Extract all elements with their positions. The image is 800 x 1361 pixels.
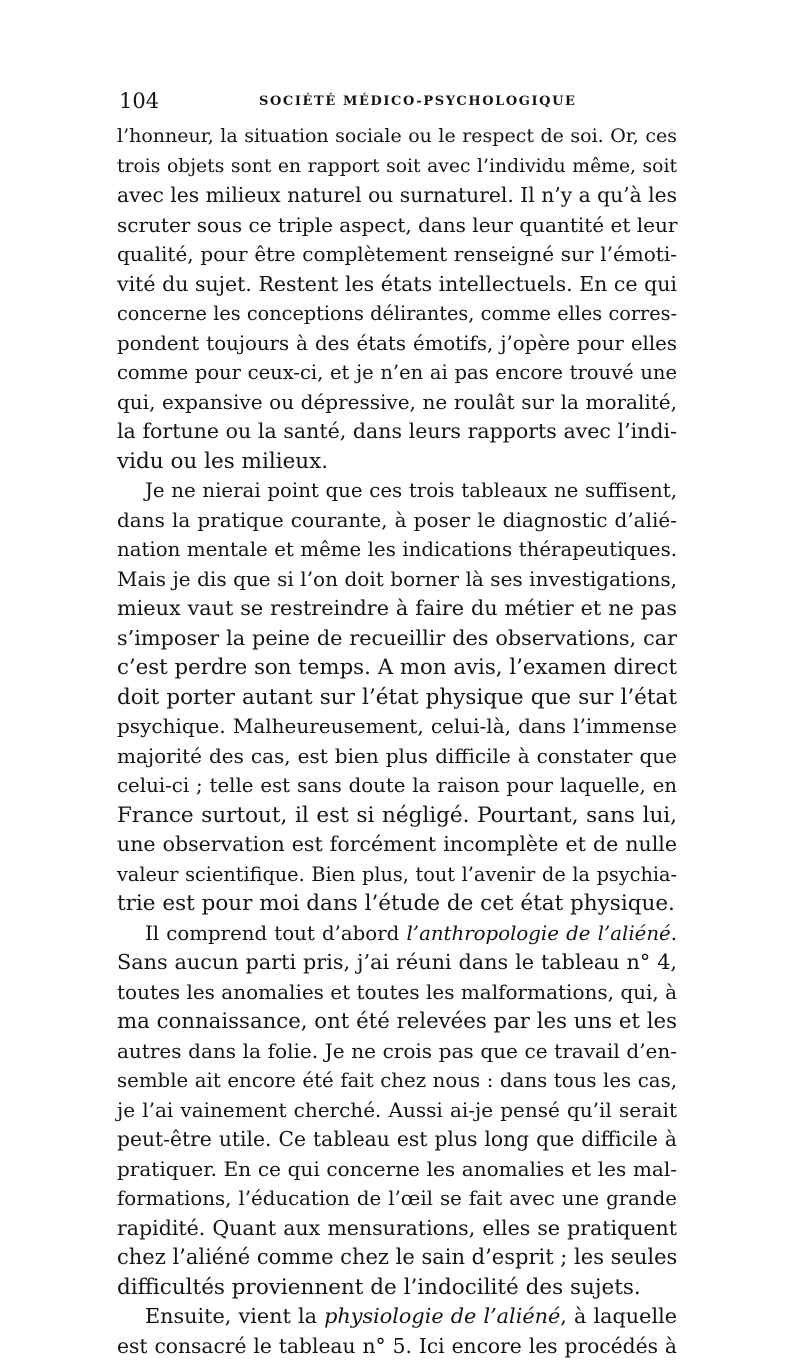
text-line: scruter sous ce triple aspect, dans leur quantité et leur (117, 211, 677, 241)
text-line: semble ait encore été fait chez nous : dans tous les cas, (117, 1066, 677, 1096)
text-line: nation mentale et même les indications thérapeutiques. (117, 535, 677, 565)
text-line: autres dans la folie. Je ne crois pas que ce travail d’en- (117, 1037, 677, 1067)
text-line: chez l’aliéné comme chez le sain d’esprit ; les seules (117, 1243, 677, 1273)
text-line: vidu ou les milieux. (117, 447, 677, 477)
italic-term: l’anthropologie de l’aliéné (406, 922, 670, 945)
text-line: Sans aucun parti pris, j’ai réuni dans le tableau n° 4, (117, 948, 677, 978)
text-line: je l’ai vainement cherché. Aussi ai-je pensé qu’il serait (117, 1096, 677, 1126)
text-line: toutes les anomalies et toutes les malformations, qui, à (117, 978, 677, 1008)
text-line: ma connaissance, ont été relevées par les uns et les (117, 1007, 677, 1037)
text-line: qualité, pour être complètement renseigné sur l’émoti- (117, 240, 677, 270)
book-page (117, 86, 677, 1361)
text-line: avec les milieux naturel ou surnaturel. Il n’y a qu’à les (117, 181, 677, 211)
text-run: Il comprend tout d’abord (145, 922, 406, 945)
text-line: comme pour ceux-ci, et je n’en ai pas encore trouvé une (117, 358, 677, 388)
text-line: une observation est forcément incomplète et de nulle (117, 830, 677, 860)
body-text (117, 122, 677, 1361)
text-run: , à laquelle (560, 1304, 677, 1328)
text-line: valeur scientifique. Bien plus, tout l’avenir de la psychia- (117, 860, 677, 890)
text-line: France surtout, il est si négligé. Pourtant, sans lui, (117, 801, 677, 831)
text-line: formations, l’éducation de l’œil se fait avec une grande (117, 1184, 677, 1214)
text-line: c’est perdre son temps. A mon avis, l’examen direct (117, 653, 677, 683)
text-line: pratiquer. En ce qui concerne les anomalies et les mal- (117, 1155, 677, 1185)
text-line: dans la pratique courante, à poser le diagnostic d’alié- (117, 506, 677, 536)
page-number: 104 (119, 86, 159, 116)
text-line: mieux vaut se restreindre à faire du métier et ne pas (117, 594, 677, 624)
running-head-title: SOCIÉTÉ MÉDICO-PSYCHOLOGIQUE (259, 91, 577, 113)
text-line: psychique. Malheureusement, celui-là, dans l’immense (117, 712, 677, 742)
text-line: rapidité. Quant aux mensurations, elles se pratiquent (117, 1214, 677, 1244)
italic-term: physiologie de l’aliéné (324, 1304, 560, 1328)
text-line: concerne les conceptions délirantes, comme elles corres- (117, 299, 677, 329)
text-run: . (671, 922, 677, 945)
text-line: qui, expansive ou dépressive, ne roulât sur la moralité, (117, 388, 677, 418)
text-line: la fortune ou la santé, dans leurs rapports avec l’indi- (117, 417, 677, 447)
text-line: difficultés proviennent de l’indocilité des sujets. (117, 1273, 677, 1303)
text-run: Ensuite, vient la (145, 1304, 324, 1328)
text-line: doit porter autant sur l’état physique que sur l’état (117, 683, 677, 713)
text-line: est consacré le tableau n° 5. Ici encore les procédés à (117, 1332, 677, 1361)
text-line: peut-être utile. Ce tableau est plus long que difficile à (117, 1125, 677, 1155)
text-line: Je ne nierai point que ces trois tableaux ne suffisent, (117, 476, 677, 506)
text-line: l’honneur, la situation sociale ou le respect de soi. Or, ces (117, 122, 677, 152)
text-line: majorité des cas, est bien plus difficile à constater que (117, 742, 677, 772)
text-line (117, 1302, 677, 1332)
text-line (117, 919, 677, 949)
text-line: Mais je dis que si l’on doit borner là ses investigations, (117, 565, 677, 595)
text-line: s’imposer la peine de recueillir des observations, car (117, 624, 677, 654)
text-line: vité du sujet. Restent les états intellectuels. En ce qui (117, 270, 677, 300)
text-line: pondent toujours à des états émotifs, j’opère pour elles (117, 329, 677, 359)
text-line: trois objets sont en rapport soit avec l’individu même, soit (117, 152, 677, 182)
running-head (117, 86, 677, 122)
text-line: trie est pour moi dans l’étude de cet état physique. (117, 889, 677, 919)
text-line: celui-ci ; telle est sans doute la raison pour laquelle, en (117, 771, 677, 801)
